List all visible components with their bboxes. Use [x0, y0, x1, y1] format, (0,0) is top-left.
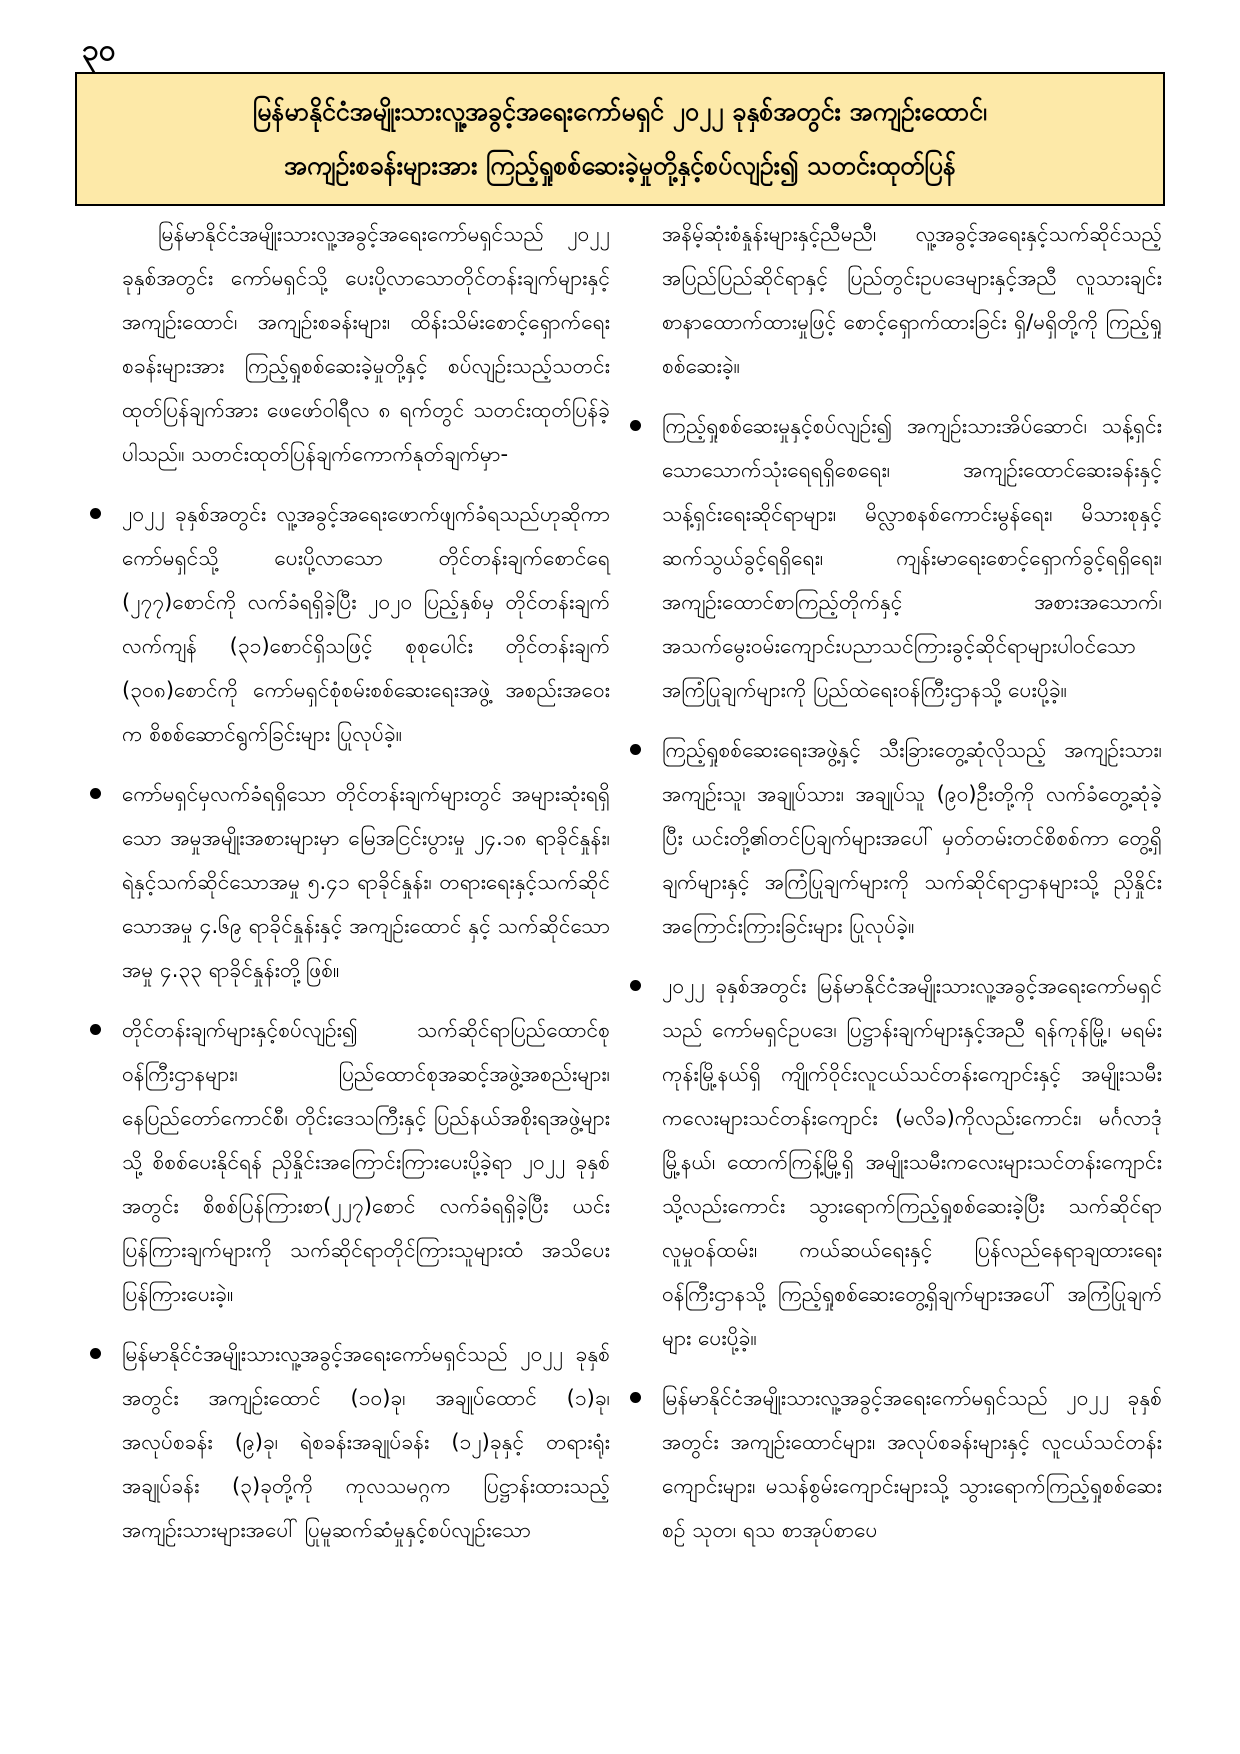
headline-box: [75, 72, 1165, 206]
list-item: [662, 404, 1162, 712]
bullet-icon: [630, 420, 641, 431]
bullet-text: ကြည့်ရှုစစ်ဆေးမှုနှင့်စပ်လျဉ်း၍ အကျဉ်းသားအိပ်ဆောင်၊ သန့်ရှင်းသောသောက်သုံးရေရရှိစေရေး၊ အကျဉ်းထောင်ဆေးခန်းနှင့် သန့်ရှင်းရေးဆိုင်ရာများ၊ မိလ္လာစနစ်ကောင်းမွန်ရေး၊ မိသားစုနှင့် ဆက်သွယ်ခွင့်ရရှိရေး၊ ကျန်းမာရေးစောင့်ရှောက်ခွင့်ရရှိရေး၊ အကျဉ်းထောင်စာကြည့်တိုက်နှင့် အစားအသောက်၊ အသက်မွေးဝမ်းကျောင်းပညာသင်ကြားခွင့်ဆိုင်ရာများပါဝင်သော အကြံပြုချက်များကို ပြည်ထဲရေးဝန်ကြီးဌာနသို့ ပေးပို့ခဲ့။: [662, 414, 1162, 702]
list-item: [662, 964, 1162, 1360]
bullet-text: တိုင်တန်းချက်များနှင့်စပ်လျဉ်း၍ သက်ဆိုင်ရာပြည်ထောင်စုဝန်ကြီးဌာနများ၊ ပြည်ထောင်စုအဆင့်အဖွဲ့အစည်းများ၊ နေပြည်တော်ကောင်စီ၊ တိုင်းဒေသကြီးနှင့် ပြည်နယ်အစိုးရအဖွဲ့များသို့ စိစစ်ပေးနိုင်ရန် ညှိနှိုင်းအကြောင်းကြားပေးပို့ခဲ့ရာ ၂၀၂၂ ခုနှစ်အတွင်း စိစစ်ပြန်ကြားစာ(၂၂၇)စောင် လက်ခံရရှိခဲ့ပြီး ယင်းပြန်ကြားချက်များကို သက်ဆိုင်ရာတိုင်ကြားသူများထံ အသိပေးပြန်ကြားပေးခဲ့။: [122, 1018, 610, 1306]
headline-line-1: မြန်မာနိုင်ငံအမျိုးသားလူ့အခွင့်အရေးကော်မရှင် ၂၀၂၂ ခုနှစ်အတွင်း အကျဉ်းထောင်၊: [253, 97, 987, 126]
bullet-icon: [630, 1392, 641, 1403]
list-item: [122, 772, 610, 992]
list-item: [122, 492, 610, 756]
bullet-icon: [90, 788, 101, 799]
bullet-text: ကော်မရှင်မှလက်ခံရရှိသော တိုင်တန်းချက်များတွင် အများဆုံးရရှိသော အမှုအမျိုးအစားများမှာ မြေအငြင်းပွားမှု ၂၄.၁၈ ရာခိုင်နှုန်း၊ ရဲနှင့်သက်ဆိုင်သောအမှု ၅.၄၁ ရာခိုင်နှုန်း၊ တရားရေးနှင့်သက်ဆိုင်သောအမှု ၄.၆၉ ရာခိုင်နှုန်းနှင့် အကျဉ်းထောင် နှင့် သက်ဆိုင်သောအမှု ၄.၃၃ ရာခိုင်နှုန်းတို့ဖြစ်။: [122, 782, 610, 982]
list-item: [122, 1332, 610, 1552]
page-number: ၃၀: [82, 33, 116, 68]
list-item: [662, 728, 1162, 948]
left-column: [122, 212, 610, 1568]
bullet-icon: [90, 1348, 101, 1359]
right-bullet-list: [662, 404, 1162, 1552]
bullet-icon: [630, 980, 641, 991]
bullet-text: မြန်မာနိုင်ငံအမျိုးသားလူ့အခွင့်အရေးကော်မရှင်သည် ၂၀၂၂ ခုနှစ်အတွင်း အကျဉ်းထောင် (၁၀)ခု၊ အချုပ်ထောင် (၁)ခု၊ အလုပ်စခန်း (၉)ခု၊ ရဲစခန်းအချုပ်ခန်း (၁၂)ခုနှင့် တရားရုံးအချုပ်ခန်း (၃)ခုတို့ကို ကုလသမဂ္ဂက ပြဋ္ဌာန်းထားသည့် အကျဉ်းသားများအပေါ် ပြုမူဆက်ဆံမှုနှင့်စပ်လျဉ်းသော: [122, 1342, 610, 1542]
headline-line-2: အကျဉ်းစခန်းများအား ကြည့်ရှုစစ်ဆေးခဲ့မှုတို့နှင့်စပ်လျဉ်း၍ သတင်းထုတ်ပြန်: [284, 151, 956, 180]
bullet-icon: [90, 508, 101, 519]
continued-paragraph: အနိမ့်ဆုံးစံနှုန်းများနှင့်ညီမညီ၊ လူ့အခွင့်အရေးနှင့်သက်ဆိုင်သည့် အပြည်ပြည်ဆိုင်ရာနှင့် ပြည်တွင်းဥပဒေများနှင့်အညီ လူသားချင်းစာနာထောက်ထားမှုဖြင့် စောင့်ရှောက်ထားခြင်း ရှိ/မရှိတို့ကို ကြည့်ရှုစစ်ဆေးခဲ့။: [662, 222, 1162, 378]
bullet-text: ၂၀၂၂ ခုနှစ်အတွင်း လူ့အခွင့်အရေးဖောက်ဖျက်ခံရသည်ဟုဆိုကာ ကော်မရှင်သို့ ပေးပို့လာသော တိုင်တန်းချက်စောင်ရေ (၂၇၇)စောင်ကို လက်ခံရရှိခဲ့ပြီး ၂၀၂၀ ပြည့်နှစ်မှ တိုင်တန်းချက် လက်ကျန် (၃၁)စောင်ရှိသဖြင့် စုစုပေါင်း တိုင်တန်းချက် (၃၀၈)စောင်ကို ကော်မရှင်စုံစမ်းစစ်ဆေးရေးအဖွဲ့ အစည်းအဝေးက စိစစ်ဆောင်ရွက်ခြင်းများ ပြုလုပ်ခဲ့။: [122, 502, 610, 746]
bullet-icon: [90, 1024, 101, 1035]
bullet-text: ၂၀၂၂ ခုနှစ်အတွင်း မြန်မာနိုင်ငံအမျိုးသားလူ့အခွင့်အရေးကော်မရှင်သည် ကော်မရှင်ဥပဒေ၊ ပြဋ္ဌာန်းချက်များနှင့်အညီ ရန်ကုန်မြို့၊ မရမ်းကုန်းမြို့နယ်ရှိ ကျိုက်ဝိုင်းလူငယ်သင်တန်းကျောင်းနှင့် အမျိုးသမီးကလေးများသင်တန်းကျောင်း (မလိခ)ကိုလည်းကောင်း၊ မင်္ဂလာဒုံမြို့နယ်၊ ထောက်ကြန့်မြို့ရှိ အမျိုးသမီးကလေးများသင်တန်းကျောင်းသို့လည်းကောင်း သွားရောက်ကြည့်ရှုစစ်ဆေးခဲ့ပြီး သက်ဆိုင်ရာလူမှုဝန်ထမ်း၊ ကယ်ဆယ်ရေးနှင့် ပြန်လည်နေရာချထားရေးဝန်ကြီးဌာနသို့ ကြည့်ရှုစစ်ဆေးတွေ့ရှိချက်များအပေါ် အကြံပြုချက်များ ပေးပို့ခဲ့။: [662, 974, 1162, 1350]
list-item: [662, 1376, 1162, 1552]
bullet-text: မြန်မာနိုင်ငံအမျိုးသားလူ့အခွင့်အရေးကော်မရှင်သည် ၂၀၂၂ ခုနှစ်အတွင်း အကျဉ်းထောင်များ၊ အလုပ်စခန်းများနှင့် လူငယ်သင်တန်းကျောင်းများ၊ မသန်စွမ်းကျောင်းများသို့ သွားရောက်ကြည့်ရှုစစ်ဆေးစဉ် သုတ၊ ရသ စာအုပ်စာပေ: [662, 1386, 1162, 1542]
intro-paragraph: မြန်မာနိုင်ငံအမျိုးသားလူ့အခွင့်အရေးကော်မရှင်သည် ၂၀၂၂ ခုနှစ်အတွင်း ကော်မရှင်သို့ ပေးပို့လာသောတိုင်တန်းချက်များနှင့် အကျဉ်းထောင်၊ အကျဉ်းစခန်းများ၊ ထိန်းသိမ်းစောင့်ရှောက်ရေးစခန်းများအား ကြည့်ရှုစစ်ဆေးခဲ့မှုတို့နှင့် စပ်လျဉ်းသည့်သတင်းထုတ်ပြန်ချက်အား ဖေဖော်ဝါရီလ ၈ ရက်တွင် သတင်းထုတ်ပြန်ခဲ့ပါသည်။ သတင်းထုတ်ပြန်ချက်ကောက်နုတ်ချက်မှာ-: [122, 222, 610, 466]
list-item: [122, 1008, 610, 1316]
right-column: [662, 212, 1162, 1568]
left-bullet-list: [122, 492, 610, 1552]
bullet-icon: [630, 744, 641, 755]
bullet-text: ကြည့်ရှုစစ်ဆေးရေးအဖွဲ့နှင့် သီးခြားတွေ့ဆုံလိုသည့် အကျဉ်းသား၊ အကျဉ်းသူ၊ အချုပ်သား၊ အချုပ်သူ (၉၀)ဦးတို့ကို လက်ခံတွေ့ဆုံခဲ့ပြီး ယင်းတို့၏တင်ပြချက်များအပေါ် မှတ်တမ်းတင်စိစစ်ကာ တွေ့ရှိချက်များနှင့် အကြံပြုချက်များကို သက်ဆိုင်ရာဌာနများသို့ ညှိနှိုင်းအကြောင်းကြားခြင်းများ ပြုလုပ်ခဲ့။: [662, 738, 1162, 938]
